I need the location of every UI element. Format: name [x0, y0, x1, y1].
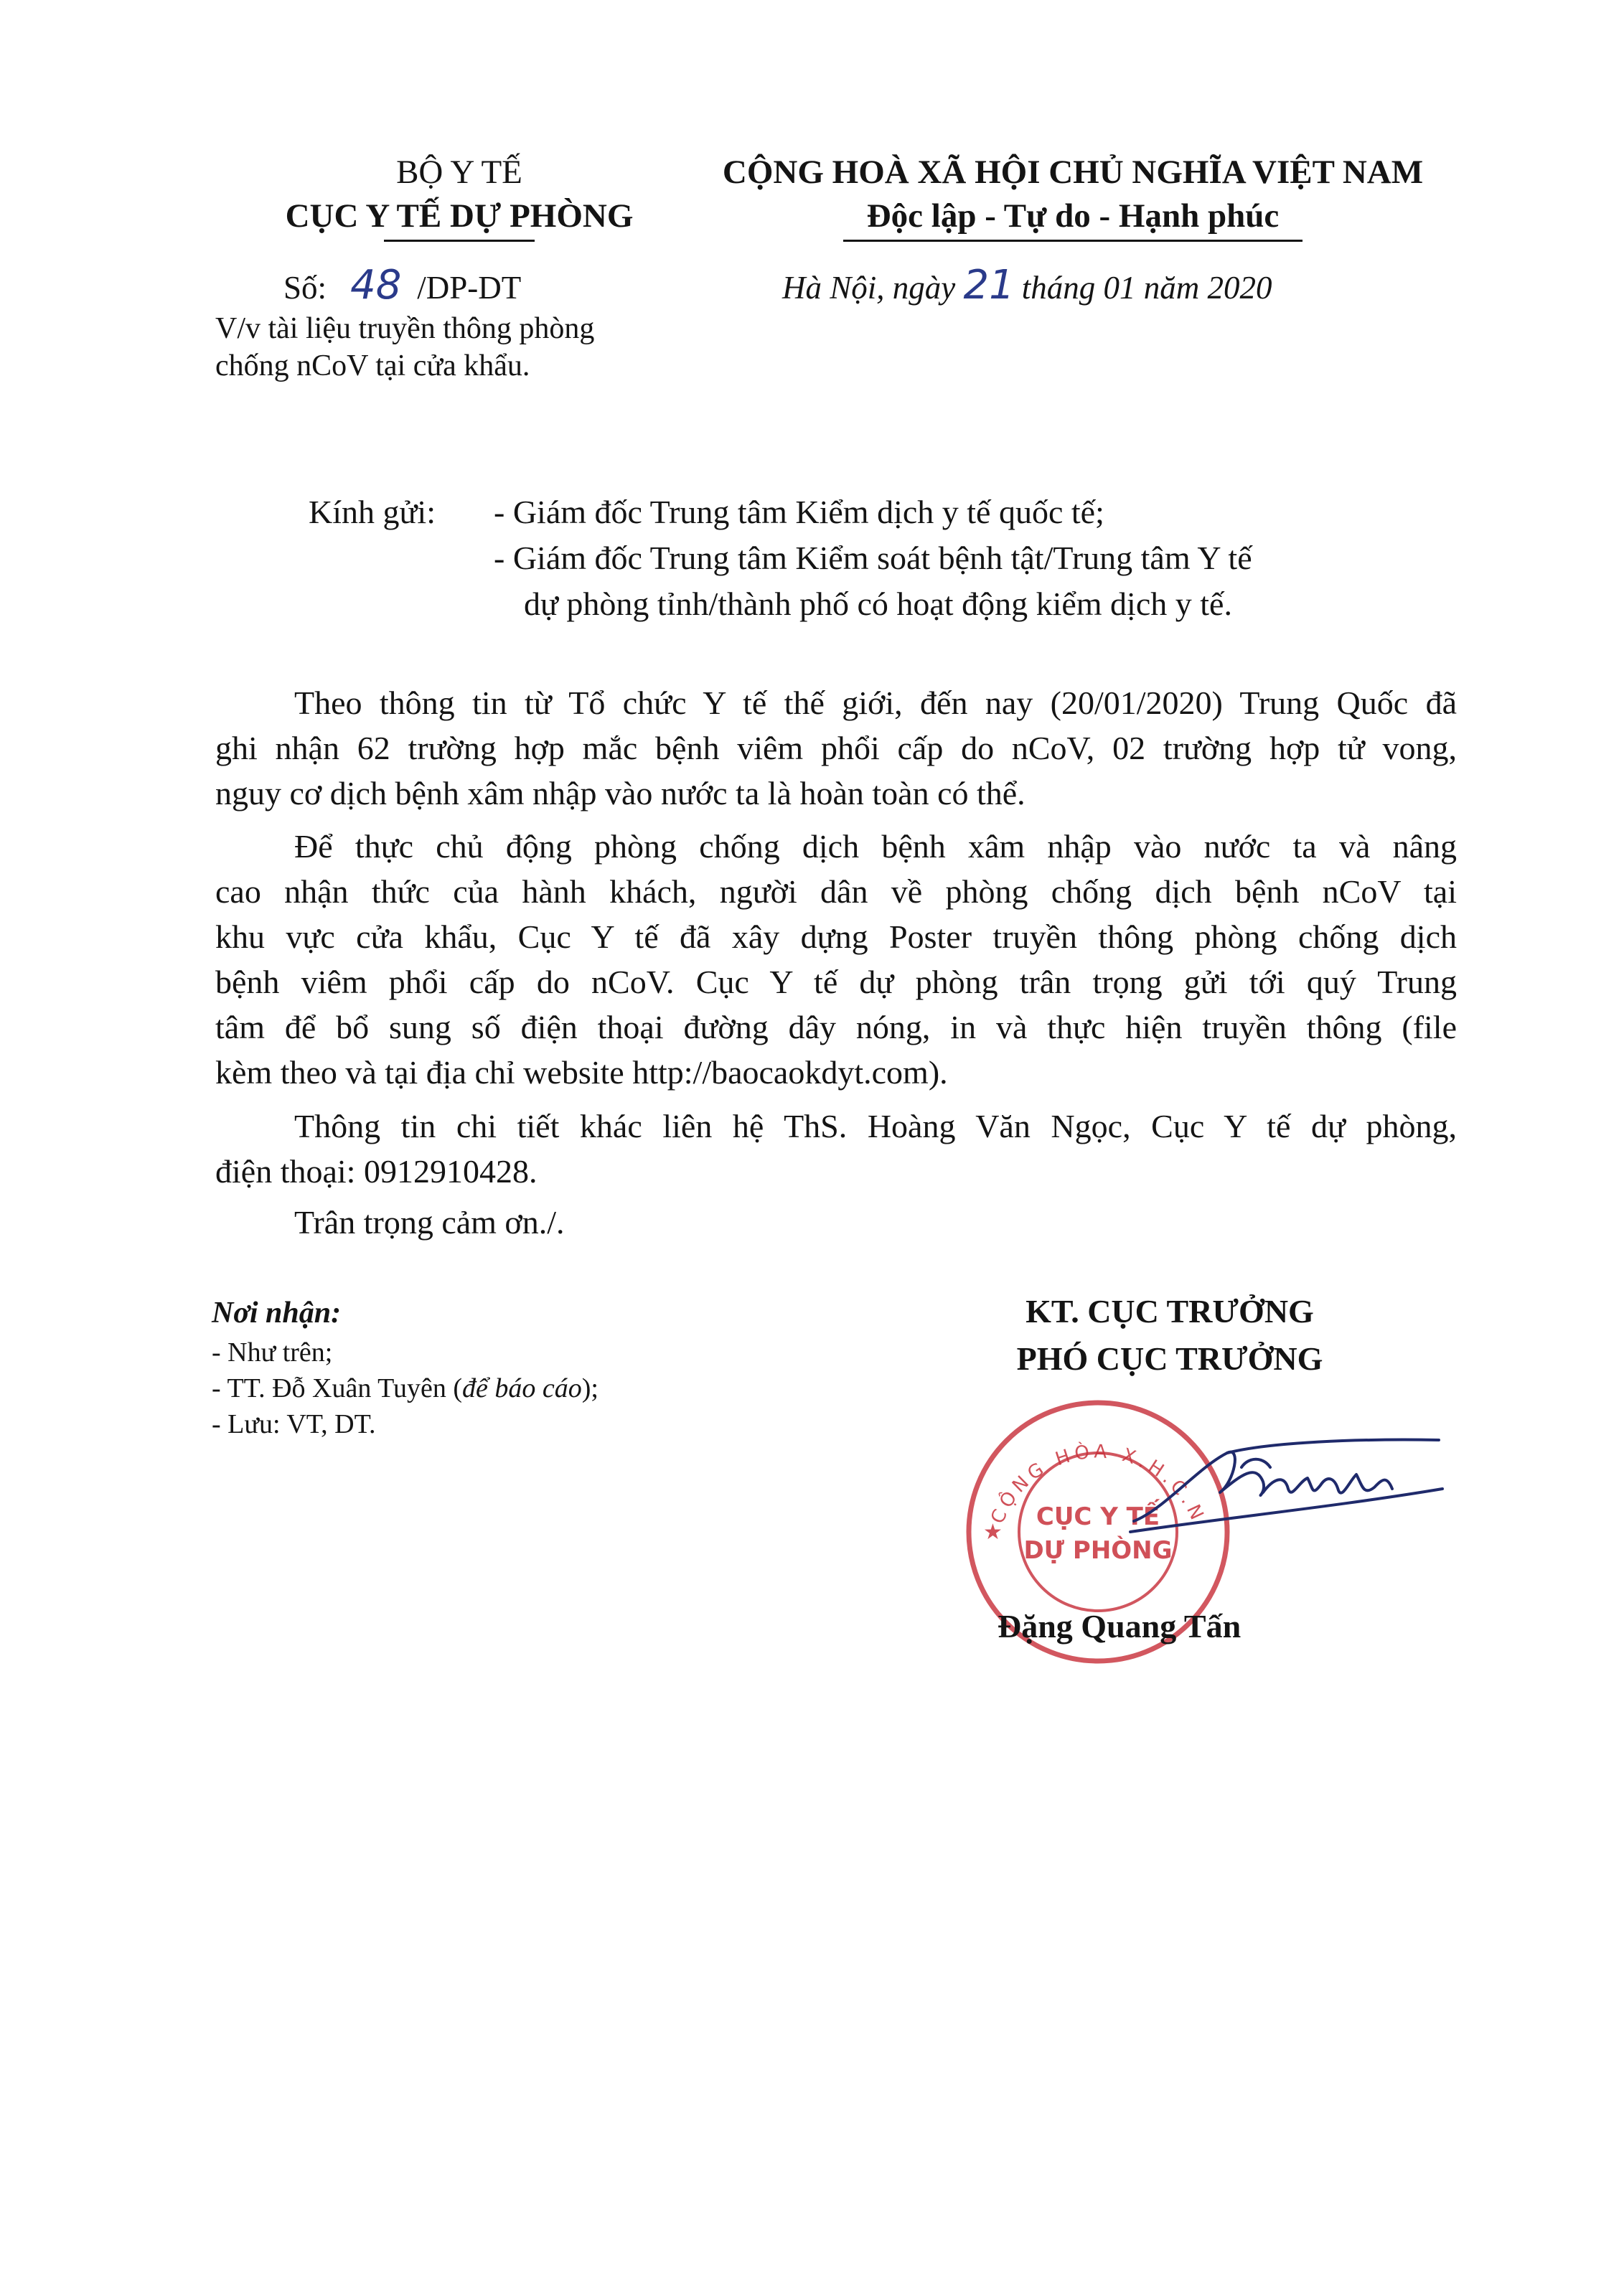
paragraph-line: Để thực chủ động phòng chống dịch bệnh xâm nhập vào nước ta và nâng: [294, 828, 1457, 865]
stamp-center-line-1: CỤC Y TẾ: [1036, 1502, 1160, 1531]
recipient-item: - Giám đốc Trung tâm Kiểm dịch y tế quốc tế;: [494, 494, 1104, 530]
date-suffix: tháng 01 năm 2020: [1021, 270, 1272, 306]
paragraph-line: bệnh viêm phổi cấp do nCoV. Cục Y tế dự phòng trân trọng gửi tới quý Trung: [215, 964, 1457, 1000]
national-motto: Độc lập - Tự do - Hạnh phúc: [866, 197, 1280, 235]
signer-title-1: KT. CỤC TRƯỞNG: [1025, 1293, 1314, 1330]
paragraph-line: Theo thông tin từ Tổ chức Y tế thế giới, đến nay (20/01/2020) Trung Quốc đã: [294, 684, 1457, 721]
distribution-item-text: - TT. Đỗ Xuân Tuyên (: [212, 1373, 463, 1403]
paragraph-line: ghi nhận 62 trường hợp mắc bệnh viêm phổi cấp do nCoV, 02 trường hợp tử vong,: [215, 730, 1457, 766]
distribution-list: [212, 1292, 599, 1442]
document-number-suffix: /DP-DT: [417, 270, 522, 306]
subject-line-2: chống nCoV tại cửa khẩu.: [215, 349, 530, 382]
paragraph-line: khu vực cửa khẩu, Cục Y tế đã xây dựng Poster truyền thông phòng chống dịch: [215, 918, 1457, 955]
recipient-item: - Giám đốc Trung tâm Kiểm soát bệnh tật/Trung tâm Y tế: [494, 540, 1252, 576]
date-day-handwritten: 21: [963, 262, 1015, 309]
body-paragraph-1: [215, 680, 1457, 816]
distribution-item: - Như trên;: [212, 1337, 333, 1368]
distribution-item: [212, 1370, 599, 1406]
body-paragraph-2: [215, 824, 1457, 1095]
handwritten-signature: [1120, 1424, 1450, 1568]
issuer-header: [215, 151, 703, 242]
paragraph-line: nguy cơ dịch bệnh xâm nhập vào nước ta là hoàn toàn có thể.: [215, 775, 1025, 811]
signer-name: Đặng Quang Tấn: [998, 1608, 1242, 1645]
distribution-item-text: );: [581, 1373, 599, 1403]
document-number-prefix: Số:: [283, 270, 327, 306]
document-date: [782, 262, 1272, 309]
header-right-underline: [843, 240, 1303, 242]
recipients-label: Kính gửi:: [309, 494, 436, 530]
subject-line-1: V/v tài liệu truyền thông phòng: [215, 312, 595, 345]
recipients: [309, 489, 1252, 622]
ministry-name: BỘ Y TẾ: [396, 154, 522, 191]
document-number-handwritten: 48: [350, 262, 402, 309]
stamp-ring-text: CỘNG HÒA X.H.C.N: [987, 1441, 1209, 1528]
paragraph-line: Thông tin chi tiết khác liên hệ ThS. Hoàng Văn Ngọc, Cục Y tế dự phòng,: [294, 1108, 1457, 1144]
distribution-title: Nơi nhận:: [212, 1297, 342, 1330]
department-name: CỤC Y TẾ DỰ PHÒNG: [285, 197, 634, 235]
national-header: [667, 151, 1478, 242]
paragraph-line: tâm để bổ sung số điện thoại đường dây nóng, in và thực hiện truyền thông (file: [215, 1009, 1457, 1045]
paragraph-line: cao nhận thức của hành khách, người dân về phòng chống dịch bệnh nCoV tại: [215, 873, 1457, 910]
body-paragraph-3: [215, 1104, 1457, 1194]
recipient-item-continuation: dự phòng tỉnh/thành phố có hoạt động kiểm dịch y tế.: [524, 585, 1232, 622]
document-number: [283, 262, 521, 309]
distribution-item-note: để báo cáo: [462, 1373, 582, 1403]
document-subject: [215, 310, 594, 385]
date-prefix: Hà Nội, ngày: [782, 270, 956, 306]
distribution-item: - Lưu: VT, DT.: [212, 1409, 376, 1439]
paragraph-line: điện thoại: 0912910428.: [215, 1153, 538, 1190]
header-left-underline: [384, 240, 535, 242]
paragraph-line: kèm theo và tại địa chỉ website http://baocaokdyt.com).: [215, 1054, 948, 1091]
country-name: CỘNG HOÀ XÃ HỘI CHỦ NGHĨA VIỆT NAM: [722, 154, 1424, 191]
closing-line: Trân trọng cảm ơn./.: [294, 1204, 565, 1241]
body-paragraph-4: [215, 1200, 1457, 1245]
signer-title-2: PHÓ CỤC TRƯỞNG: [1016, 1340, 1323, 1377]
signature-block: [911, 1288, 1428, 1383]
stamp-star-icon: ★: [983, 1520, 1003, 1545]
stamp-center-line-2: DỰ PHÒNG: [1023, 1536, 1173, 1565]
